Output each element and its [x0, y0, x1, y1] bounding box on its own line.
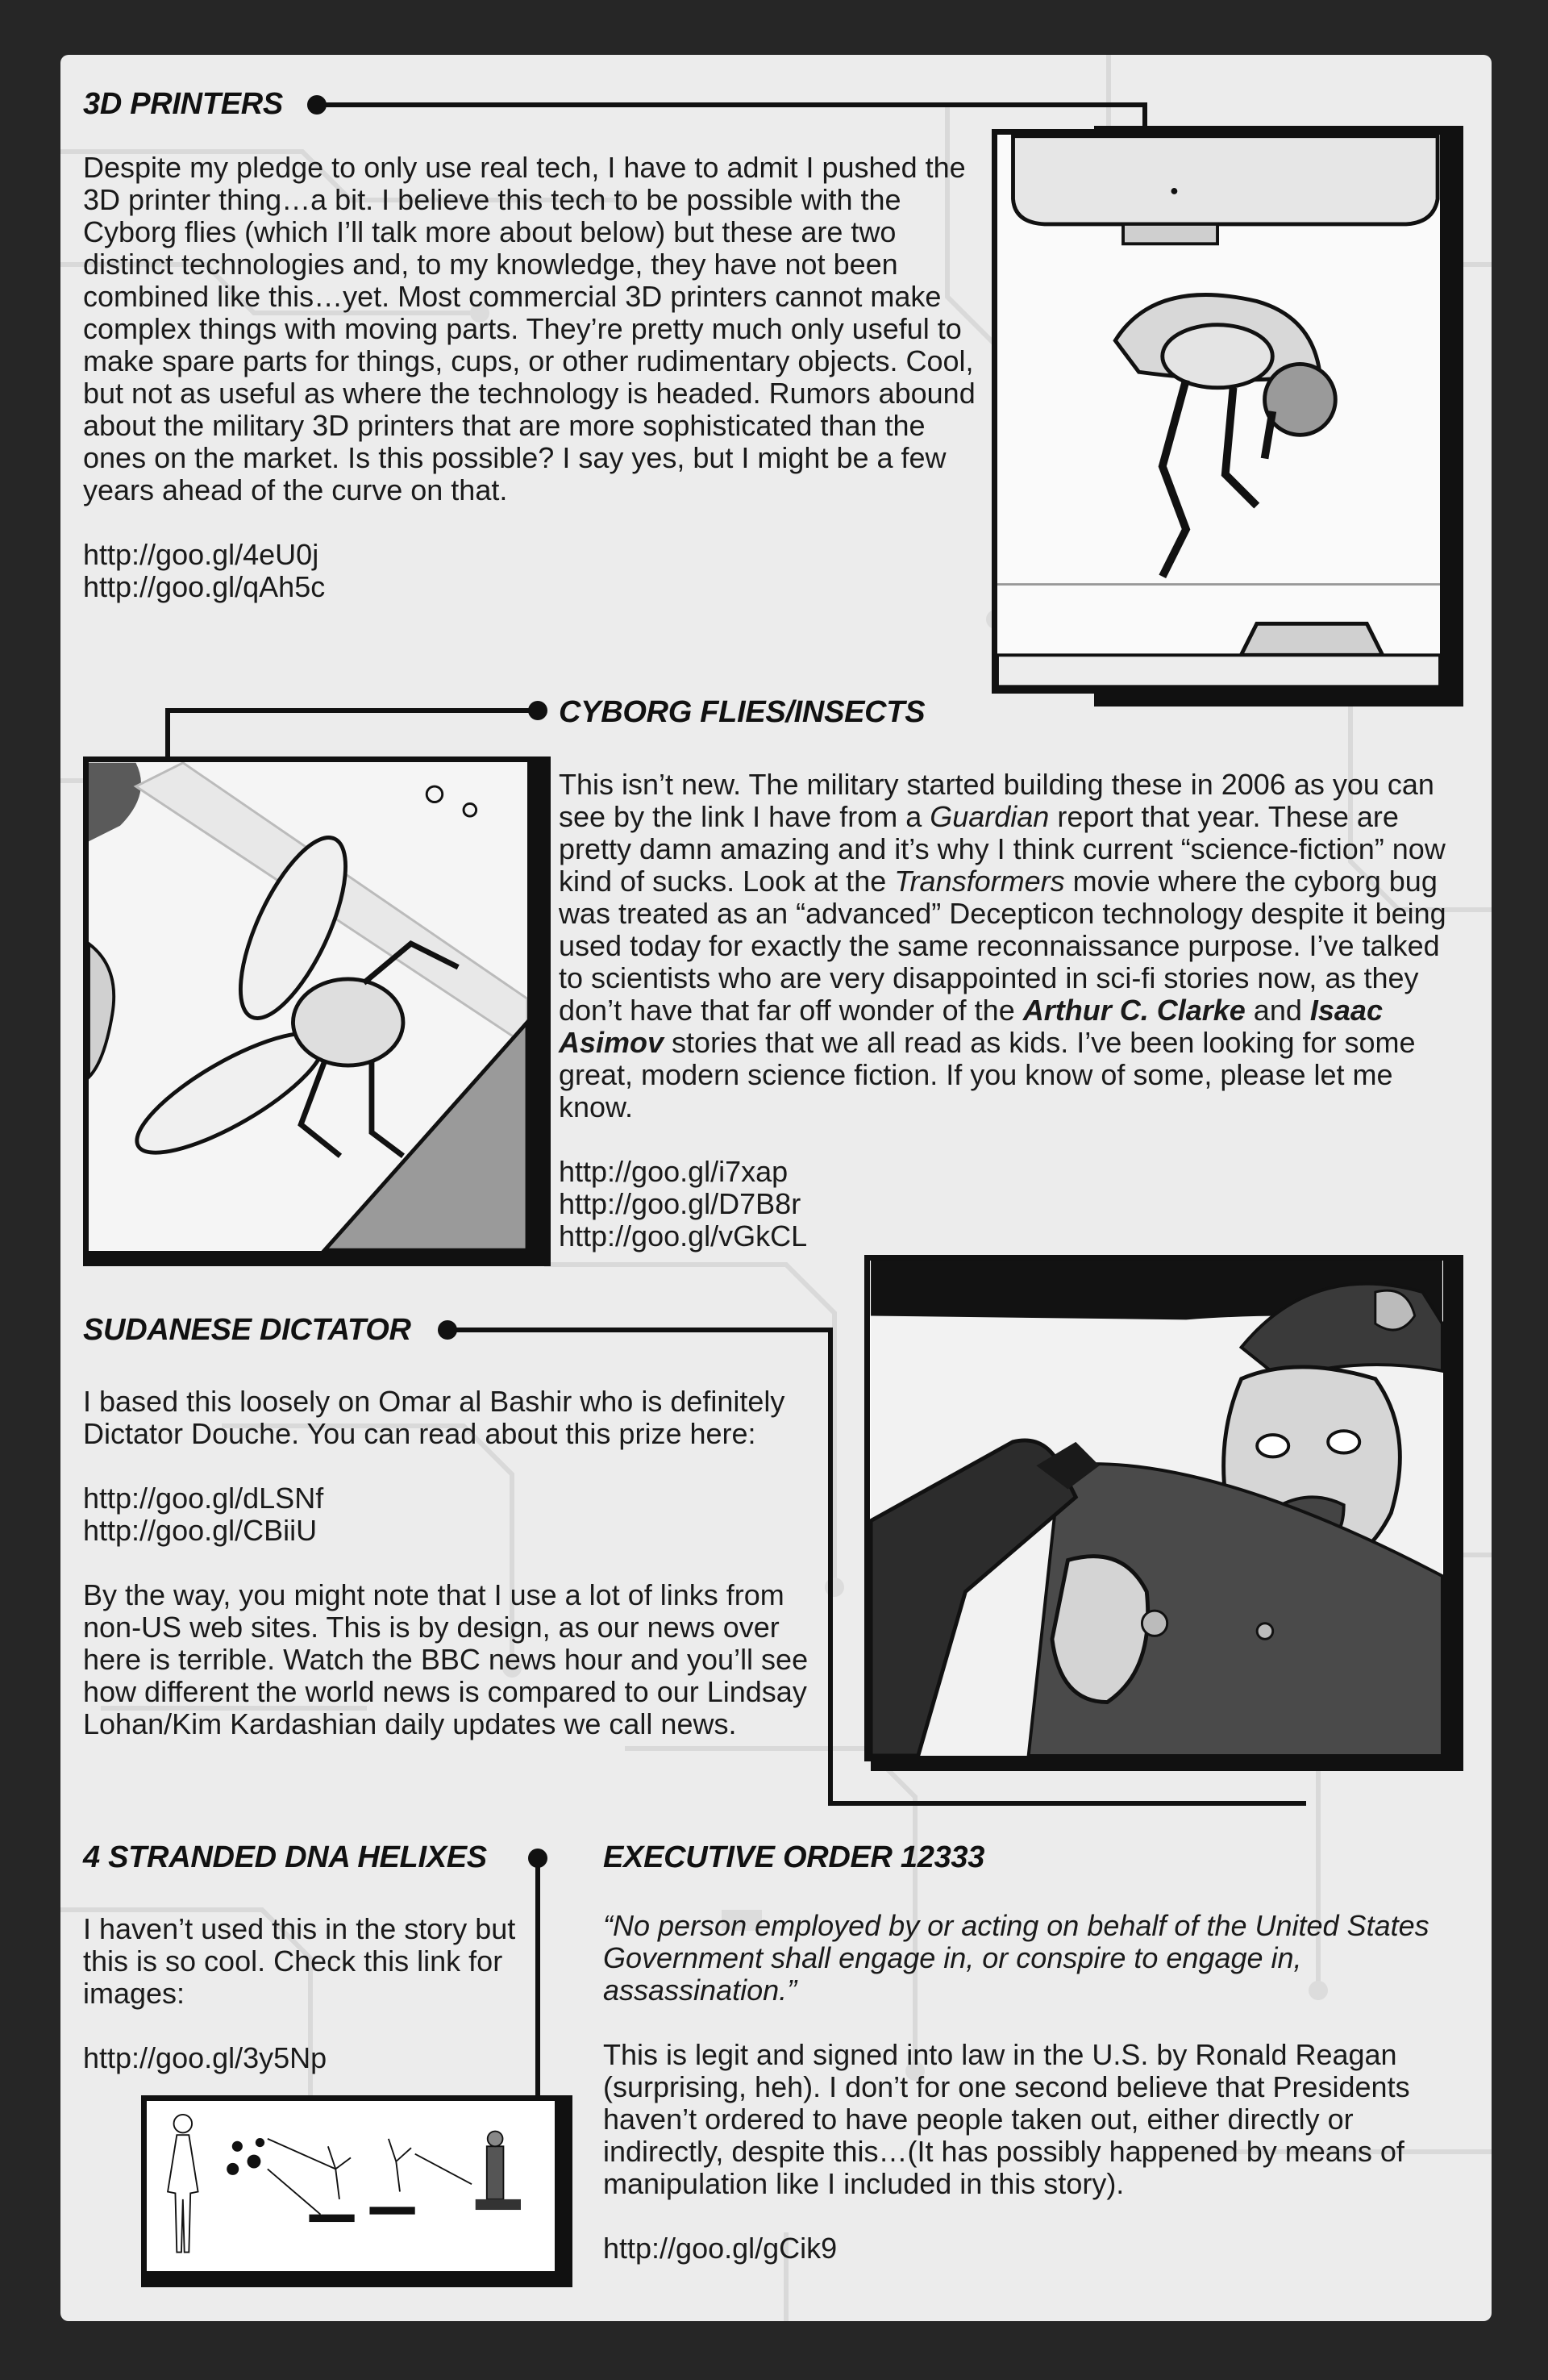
heading-executive-order: EXECUTIVE ORDER 12333 [603, 1840, 985, 1874]
paragraph-dna: I haven’t used this in the story but this is so cool. Check this link for images: [83, 1912, 516, 2010]
text-executive-order [603, 1910, 1466, 2265]
text-3d-printers [83, 152, 988, 603]
text-cyborg-flies [559, 769, 1470, 1253]
panel-dna-diagram [141, 2095, 560, 2277]
heading-sudanese-dictator: SUDANESE DICTATOR [83, 1313, 411, 1347]
link-dna[interactable]: http://goo.gl/3y5Np [83, 2041, 327, 2074]
dictator-illustration [870, 1261, 1443, 1756]
fly-printer-illustration [997, 135, 1440, 688]
panel-3d-printer-fly [992, 129, 1446, 694]
panel-dictator [864, 1255, 1449, 1761]
link-dictator-2[interactable]: http://goo.gl/CBiiU [83, 1514, 318, 1547]
paragraph-executive-order: This is legit and signed into law in the U.S. by Ronald Reagan (surprising, heh). I don’t for one second believe that Presidents haven’t ordered to have people taken out, either directly or indirectly, despite this…(It has possibly happened by means of manipulation like I included in this story). [603, 2038, 1410, 2200]
paragraph-dictator-intro: I based this loosely on Omar al Bashir who is definitely Dictator Douche. You can read about this prize here: [83, 1385, 785, 1450]
link-executive-order[interactable]: http://goo.gl/gCik9 [603, 2232, 838, 2265]
paragraph-3d-printers: Despite my pledge to only use real tech, I have to admit I pushed the 3D printer thing…a bit. I believe this tech to be possible with the Cyborg flies (which I’ll talk more about below) but these are two distinct technologies and, to my knowledge, they have not been combined like this…yet. Most commercial 3D printers cannot make complex things with moving parts. They’re pretty much only useful to make spare parts for things, cups, or other rudimentary objects. Cool, but not as useful as where the technology is headed. Rumors abound about the military 3D printers that are more sophisticated than the ones on the market. Is this possible? I say yes, but I might be a few years ahead of the curve on that. [83, 151, 976, 506]
quote-executive-order: “No person employed by or acting on behalf of the United States Government shall engage in, or conspire to engage in, assassination.” [603, 1909, 1429, 2007]
article-page [60, 55, 1492, 2321]
heading-3d-printers: 3D PRINTERS [83, 87, 283, 121]
paragraph-cyborg-flies: This isn’t new. The military started building these in 2006 as you can see by the link I have from a Guardian report that year. These are pretty damn amazing and it’s why I think current “science-fiction” now kind of sucks. Look at the Transformers movie where the cyborg bug was treated as an “advanced” Decepticon technology despite it being used today for exactly the same reconnaissance purpose. I’ve talked to scientists who are very disappointed in sci-fi stories now, as they don’t have that far off wonder of the Arthur C. Clarke and Isaac Asimov stories that we all read as kids. I’ve been looking for some great, modern science fiction. If you know of some, please let me know. [559, 768, 1446, 1123]
link-printers-1[interactable]: http://goo.gl/4eU0j [83, 538, 319, 571]
panel-cyborg-fly [83, 757, 533, 1257]
heading-dna-helixes: 4 STRANDED DNA HELIXES [83, 1840, 487, 1874]
link-cyborg-3[interactable]: http://goo.gl/vGkCL [559, 1219, 808, 1253]
heading-cyborg-flies: CYBORG FLIES/INSECTS [559, 695, 926, 729]
link-cyborg-1[interactable]: http://goo.gl/i7xap [559, 1155, 789, 1188]
cyborg-fly-illustration [89, 762, 527, 1251]
link-cyborg-2[interactable]: http://goo.gl/D7B8r [559, 1187, 801, 1220]
text-sudanese-dictator [83, 1386, 833, 1740]
paragraph-dictator-news: By the way, you might note that I use a lot of links from non-US web sites. This is by design, as our news over here is terrible. Watch the BBC news hour and you’ll see how different the world news is compared to our Lindsay Lohan/Kim Kardashian daily updates we call news. [83, 1578, 809, 1740]
dna-diagram-illustration [147, 2101, 555, 2271]
link-dictator-1[interactable]: http://goo.gl/dLSNf [83, 1482, 324, 1515]
link-printers-2[interactable]: http://goo.gl/qAh5c [83, 570, 326, 603]
text-dna-helixes [83, 1913, 535, 2074]
